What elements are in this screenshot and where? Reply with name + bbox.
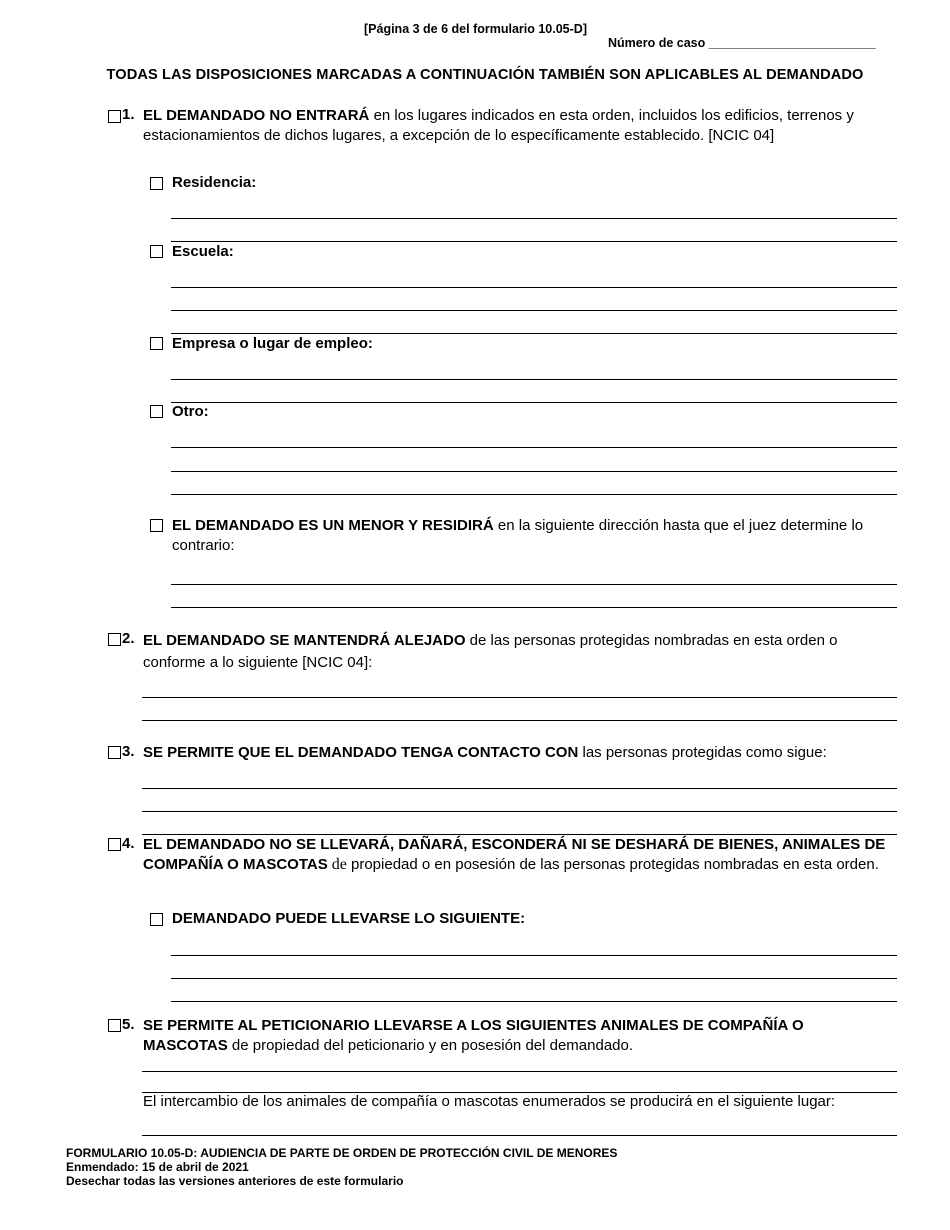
escuela-label: Escuela: <box>172 243 234 260</box>
empresa-checkbox[interactable] <box>150 337 163 350</box>
otro-checkbox[interactable] <box>150 405 163 418</box>
item2-number: 2. <box>122 630 135 647</box>
item4-line-2[interactable] <box>171 978 897 979</box>
menor-checkbox[interactable] <box>150 519 163 532</box>
item1-bold: EL DEMANDADO NO ENTRARÁ <box>143 107 370 124</box>
item1-desc: en los lugares indicados en esta orden, incluidos los edificios, terrenos y estacionamientos de dichos lugares, a excepción de lo específicamente establecido. [NCIC 04] <box>143 107 854 144</box>
footer <box>66 1146 617 1188</box>
item5-line-1[interactable] <box>142 1071 897 1072</box>
item2-line-1[interactable] <box>142 697 897 698</box>
item4-number: 4. <box>122 835 135 852</box>
item4-checkbox[interactable] <box>108 838 121 851</box>
item4-de: de <box>327 856 347 873</box>
otro-line-2[interactable] <box>171 471 897 472</box>
menor-bold: EL DEMANDADO ES UN MENOR Y RESIDIRÁ <box>172 517 494 534</box>
menor-text <box>172 516 897 556</box>
item5-text <box>143 1016 873 1056</box>
item4-text <box>143 835 893 875</box>
item4-sub-label: DEMANDADO PUEDE LLEVARSE LO SIGUIENTE: <box>172 910 526 927</box>
item1-text <box>143 106 888 146</box>
item2-bold: EL DEMANDADO SE MANTENDRÁ ALEJADO <box>143 632 466 649</box>
otro-line-3[interactable] <box>171 494 897 495</box>
menor-line-1[interactable] <box>171 584 897 585</box>
item2-checkbox[interactable] <box>108 633 121 646</box>
otro-line-1[interactable] <box>171 447 897 448</box>
item3-desc: las personas protegidas como sigue: <box>578 744 827 761</box>
item2-text <box>143 630 878 674</box>
case-number-text: Número de caso <box>608 36 706 50</box>
item5-checkbox[interactable] <box>108 1019 121 1032</box>
empresa-line-2[interactable] <box>171 402 897 403</box>
otro-label: Otro: <box>172 403 209 420</box>
item3-line-1[interactable] <box>142 788 897 789</box>
item5-desc: de propiedad del peticionario y en posesión del demandado. <box>227 1037 634 1054</box>
footer-amended: Enmendado: 15 de abril de 2021 <box>66 1160 249 1174</box>
item3-bold: SE PERMITE QUE EL DEMANDADO TENGA CONTACTO CON <box>143 744 579 761</box>
item2-desc: de las personas protegidas nombradas en esta orden o conforme a lo siguiente [NCIC 04]: <box>143 632 838 671</box>
residencia-label: Residencia: <box>172 174 257 191</box>
empresa-line-1[interactable] <box>171 379 897 380</box>
item5-exchange-line[interactable] <box>142 1135 897 1136</box>
footer-discard: Desechar todas las versiones anteriores de este formulario <box>66 1174 404 1188</box>
residencia-line-1[interactable] <box>171 218 897 219</box>
item5-number: 5. <box>122 1016 135 1033</box>
item4-line-3[interactable] <box>171 1001 897 1002</box>
menor-line-2[interactable] <box>171 607 897 608</box>
item3-checkbox[interactable] <box>108 746 121 759</box>
item4-desc: propiedad o en posesión de las personas protegidas nombradas en esta orden. <box>346 856 879 873</box>
menor-desc: en la siguiente dirección hasta que el juez determine lo contrario: <box>172 517 864 554</box>
item3-text <box>143 743 898 763</box>
escuela-line-2[interactable] <box>171 310 897 311</box>
item4-line-1[interactable] <box>171 955 897 956</box>
empresa-label: Empresa o lugar de empleo: <box>172 335 373 352</box>
residencia-line-2[interactable] <box>171 241 897 242</box>
case-number-label <box>608 36 876 50</box>
main-title: TODAS LAS DISPOSICIONES MARCADAS A CONTINUACIÓN TAMBIÉN SON APLICABLES AL DEMANDADO <box>106 67 864 83</box>
item3-number: 3. <box>122 743 135 760</box>
residencia-checkbox[interactable] <box>150 177 163 190</box>
item1-checkbox[interactable] <box>108 110 121 123</box>
item4-sub-checkbox[interactable] <box>150 913 163 926</box>
item5-exchange-text: El intercambio de los animales de compañía o mascotas enumerados se producirá en el siguiente lugar: <box>143 1093 836 1110</box>
escuela-checkbox[interactable] <box>150 245 163 258</box>
item2-line-2[interactable] <box>142 720 897 721</box>
case-number-field[interactable]: ________________________ <box>708 36 876 50</box>
item1-number: 1. <box>122 106 135 123</box>
item4-bold: EL DEMANDADO NO SE LLEVARÁ, DAÑARÁ, ESCONDERÁ NI SE DESHARÁ DE BIENES, ANIMALES DE COMPAÑÍA O MASCOTAS <box>143 836 886 873</box>
escuela-line-1[interactable] <box>171 287 897 288</box>
page-label: [Página 3 de 6 del formulario 10.05-D] <box>364 22 587 36</box>
footer-form-title: FORMULARIO 10.05-D: AUDIENCIA DE PARTE DE ORDEN DE PROTECCIÓN CIVIL DE MENORES <box>66 1146 618 1160</box>
item3-line-2[interactable] <box>142 811 897 812</box>
item5-bold: SE PERMITE AL PETICIONARIO LLEVARSE A LOS SIGUIENTES ANIMALES DE COMPAÑÍA O MASCOTAS <box>143 1017 804 1054</box>
